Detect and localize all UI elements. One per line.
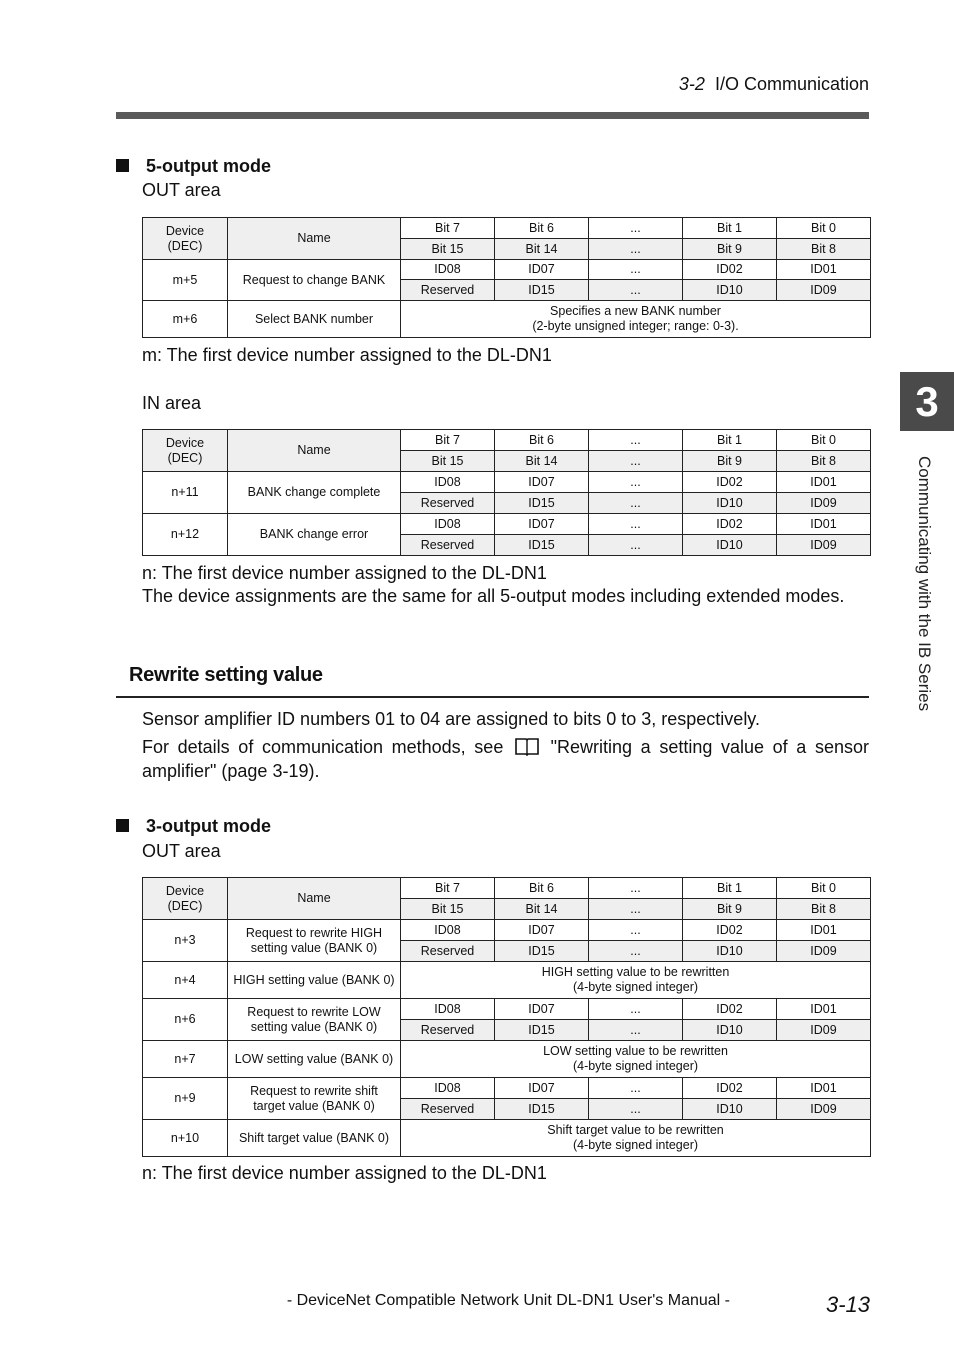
id-cell: ... [589,514,683,535]
book-icon [514,736,540,756]
name-cell: BANK change error [228,514,401,556]
name-cell: Request to change BANK [228,260,401,301]
device-header: Device (DEC) [143,218,228,260]
id-cell: ID01 [777,920,871,941]
id-cell: ID07 [495,472,589,493]
in-area-table-5-output [142,429,871,556]
description-cell: Shift target value to be rewritten (4-byte signed integer) [401,1120,871,1157]
device-cell: n+12 [143,514,228,556]
bit-header: Bit 9 [683,899,777,920]
out-area-table-5-output [142,217,871,338]
name-cell: Request to rewrite HIGH setting value (BANK 0) [228,920,401,962]
id-cell: ID07 [495,1078,589,1099]
id-cell: ID10 [683,1020,777,1041]
id-cell: ID09 [777,1020,871,1041]
id-cell: ID02 [683,472,777,493]
out-area-label-3-output: OUT area [142,841,221,861]
bit-header: Bit 6 [495,430,589,451]
name-cell: Request to rewrite shift target value (BANK 0) [228,1078,401,1120]
id-cell: ID08 [401,920,495,941]
id-cell: ID07 [495,514,589,535]
in-area-label: IN area [142,393,202,413]
out-area-label: OUT area [142,180,221,200]
rewrite-paragraph-1: Sensor amplifier ID numbers 01 to 04 are assigned to bits 0 to 3, respectively. [142,709,760,729]
id-cell: ID15 [495,941,589,962]
id-cell: Reserved [401,941,495,962]
name-cell: BANK change complete [228,472,401,514]
bit-header: Bit 1 [683,878,777,899]
heading-rule [116,696,869,698]
id-cell: ID10 [683,1099,777,1120]
id-cell: ... [589,941,683,962]
id-cell: ID08 [401,514,495,535]
bit-header: Bit 7 [401,218,495,239]
id-cell: ID07 [495,260,589,280]
id-cell: ... [589,472,683,493]
id-cell: Reserved [401,1020,495,1041]
id-cell: ... [589,1078,683,1099]
id-cell: ID01 [777,514,871,535]
id-cell: ... [589,1099,683,1120]
device-cell: n+6 [143,999,228,1041]
id-cell: ... [589,493,683,514]
bit-header: Bit 8 [777,899,871,920]
chapter-side-title: Communicating with the IB Series [915,456,934,712]
name-header: Name [228,430,401,472]
id-cell: ... [589,535,683,556]
device-header: Device (DEC) [143,430,228,472]
bit-header: ... [589,218,683,239]
device-cell: m+6 [143,301,228,338]
id-cell: ID01 [777,260,871,280]
id-cell: ... [589,260,683,280]
rewrite-heading: Rewrite setting value [129,664,323,686]
id-cell: ID02 [683,260,777,280]
id-cell: ID01 [777,472,871,493]
device-cell: n+9 [143,1078,228,1120]
rewrite-paragraph-2: For details of communication methods, see "Rewriting a setting value of a sensor amplifier" (page 3-19). [142,737,869,781]
id-cell: ID02 [683,514,777,535]
name-cell: LOW setting value (BANK 0) [228,1041,401,1078]
bit-header: Bit 1 [683,430,777,451]
name-cell: Shift target value (BANK 0) [228,1120,401,1157]
section-3-output-title: 3-output mode [116,816,271,837]
id-cell: ID01 [777,999,871,1020]
bit-header: Bit 9 [683,239,777,260]
device-cell: n+11 [143,472,228,514]
bit-header: ... [589,878,683,899]
in-area-note-2: The device assignments are the same for all 5-output modes including extended modes. [142,586,845,606]
id-cell: ID08 [401,260,495,280]
bit-header: Bit 1 [683,218,777,239]
bit-header: Bit 8 [777,239,871,260]
bit-header: Bit 9 [683,451,777,472]
id-cell: ... [589,280,683,301]
bit-header: ... [589,239,683,260]
id-cell: ID10 [683,280,777,301]
id-cell: ID01 [777,1078,871,1099]
bit-header: Bit 6 [495,878,589,899]
bit-header: ... [589,899,683,920]
id-cell: Reserved [401,493,495,514]
id-cell: ID09 [777,1099,871,1120]
id-cell: ID10 [683,493,777,514]
id-cell: Reserved [401,280,495,301]
id-cell: ID07 [495,920,589,941]
bullet-square-icon [116,159,129,172]
bit-header: Bit 14 [495,451,589,472]
description-cell: HIGH setting value to be rewritten (4-byte signed integer) [401,962,871,999]
bit-header: Bit 15 [401,451,495,472]
device-header: Device (DEC) [143,878,228,920]
id-cell: ID02 [683,1078,777,1099]
chapter-tab: 3 [900,372,954,431]
bit-header: Bit 7 [401,878,495,899]
id-cell: ID08 [401,1078,495,1099]
name-cell: Request to rewrite LOW setting value (BANK 0) [228,999,401,1041]
name-cell: Select BANK number [228,301,401,338]
device-cell: m+5 [143,260,228,301]
header-section-title: I/O Communication [714,74,869,94]
bit-header: Bit 0 [777,878,871,899]
id-cell: ID15 [495,280,589,301]
section-5-output-title: 5-output mode [116,156,271,177]
device-cell: n+3 [143,920,228,962]
id-cell: ... [589,1020,683,1041]
id-cell: ID02 [683,999,777,1020]
in-area-note: n: The first device number assigned to the DL-DN1 [142,563,547,583]
out-area-note: m: The first device number assigned to the DL-DN1 [142,345,552,365]
id-cell: ... [589,920,683,941]
name-header: Name [228,878,401,920]
name-header: Name [228,218,401,260]
bit-header: Bit 14 [495,899,589,920]
description-cell: Specifies a new BANK number (2-byte unsigned integer; range: 0-3). [401,301,871,338]
id-cell: ID10 [683,941,777,962]
id-cell: ID09 [777,535,871,556]
id-cell: ID15 [495,493,589,514]
bit-header: Bit 8 [777,451,871,472]
id-cell: ID15 [495,535,589,556]
device-cell: n+10 [143,1120,228,1157]
id-cell: ID10 [683,535,777,556]
id-cell: ID08 [401,999,495,1020]
out-area-table-3-output [142,877,871,1157]
id-cell: ID07 [495,999,589,1020]
id-cell: Reserved [401,1099,495,1120]
bit-header: Bit 6 [495,218,589,239]
page-number: 3-13 [825,1292,870,1317]
device-cell: n+4 [143,962,228,999]
id-cell: ID08 [401,472,495,493]
header-rule [116,112,869,119]
bit-header: Bit 15 [401,899,495,920]
bit-header: Bit 0 [777,218,871,239]
bit-header: ... [589,430,683,451]
name-cell: HIGH setting value (BANK 0) [228,962,401,999]
bit-header: Bit 7 [401,430,495,451]
running-header [560,74,869,95]
header-section-number: 3-2 [678,74,705,94]
id-cell: ... [589,999,683,1020]
footer-manual-title: - DeviceNet Compatible Network Unit DL-DN1 User's Manual - [286,1292,730,1309]
bit-header: Bit 0 [777,430,871,451]
description-cell: LOW setting value to be rewritten (4-byte signed integer) [401,1041,871,1078]
id-cell: ID15 [495,1099,589,1120]
id-cell: ID09 [777,280,871,301]
bullet-square-icon [116,819,129,832]
bit-header: Bit 15 [401,239,495,260]
id-cell: Reserved [401,535,495,556]
id-cell: ID09 [777,941,871,962]
device-cell: n+7 [143,1041,228,1078]
bit-header: Bit 14 [495,239,589,260]
id-cell: ID15 [495,1020,589,1041]
id-cell: ID02 [683,920,777,941]
id-cell: ID09 [777,493,871,514]
bit-header: ... [589,451,683,472]
out-area-note-3-output: n: The first device number assigned to the DL-DN1 [142,1163,547,1183]
